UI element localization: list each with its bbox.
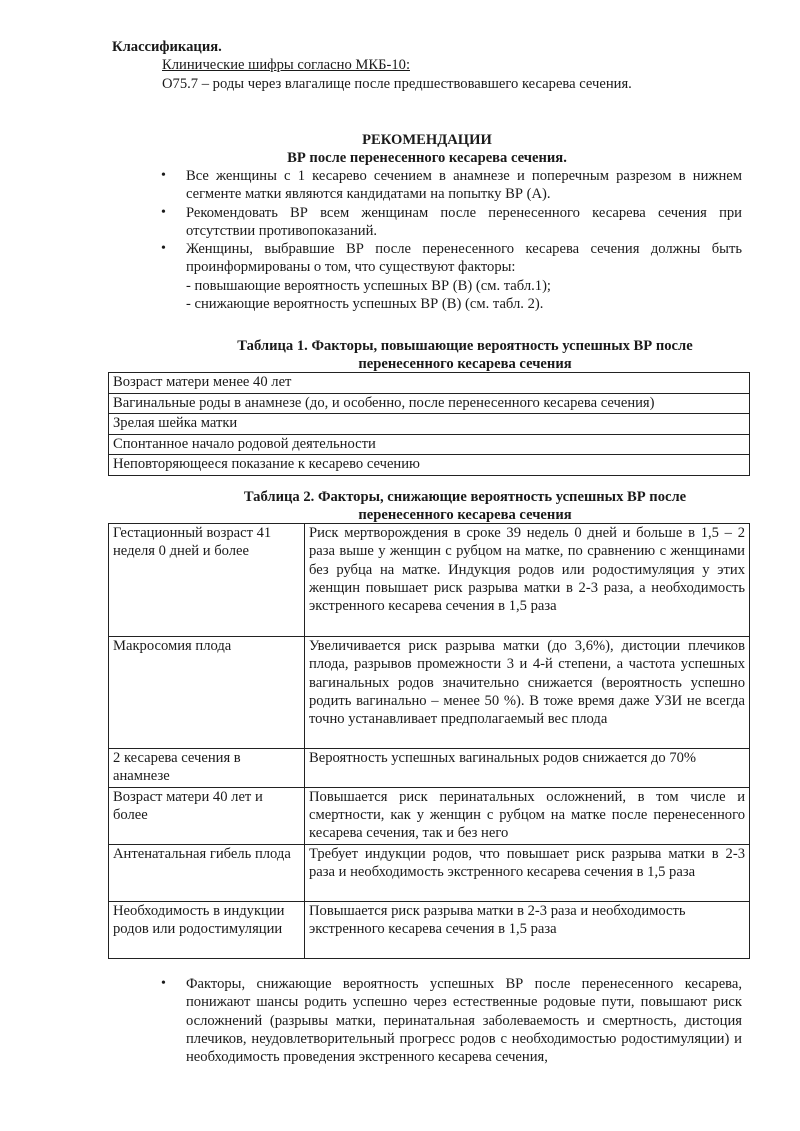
bullet-icon: •	[161, 168, 166, 183]
list-item	[161, 240, 742, 277]
factor-cell: Макросомия плода	[109, 637, 305, 749]
table2	[108, 523, 750, 959]
table-row	[109, 901, 750, 958]
recommendations-list	[161, 167, 742, 313]
effect-cell: Вероятность успешных вагинальных родов снижается до 70%	[305, 749, 750, 788]
table1-title-line2: перенесенного кесарева сечения	[358, 356, 572, 372]
list-item	[161, 204, 742, 241]
bullet-text: Факторы, снижающие вероятность успешных ВР после перенесенного кесарева, понижают шансы родить успешно через естественные родовые пути, повышают риск осложнений (разрывы матки, перинатальная заболеваемость и смертность, дистоция плечиков, неудовлетворительный прогресс родов с необходимостью родостимуляции) и необходимость проведения экстренного кесарева сечения,	[186, 976, 742, 1066]
table2-title-line1: Таблица 2. Факторы, снижающие вероятность успешных ВР после	[243, 489, 687, 505]
table-row	[109, 637, 750, 749]
table-cell: Возраст матери менее 40 лет	[109, 373, 750, 394]
table-row	[109, 393, 750, 414]
table-row	[109, 455, 750, 476]
bullet-icon: •	[161, 204, 166, 220]
factor-cell: Возраст матери 40 лет и более	[109, 787, 305, 844]
sub-item	[186, 295, 742, 313]
table1	[108, 372, 750, 476]
factor-cell: Антенатальная гибель плода	[109, 844, 305, 901]
sub-item-text: - повышающие вероятность успешных ВР (В) (см. табл.1);	[186, 277, 551, 294]
effect-cell: Повышается риск разрыва матки в 2-3 раза и необходимость экстренного кесарева сечения в 1,5 раза	[305, 901, 750, 958]
table2-title-line2: перенесенного кесарева сечения	[358, 507, 572, 523]
effect-cell: Повышается риск перинатальных осложнений, в том числе и смертности, как у женщин с рубцом на матке после перенесенного кесарева сечения, так и без него	[305, 787, 750, 844]
table-row	[109, 524, 750, 637]
bullet-icon: •	[161, 241, 166, 257]
effect-cell: Увеличивается риск разрыва матки (до 3,6%), дистоции плечиков плода, разрывов промежности 3 и 4-й степени, а частота успешных вагинальных родов значительно снижается (вероятность успешно родить вагинально – менее 50 %). В тоже время даже УЗИ не всегда точно устанавливает предполагаемый вес плода	[305, 637, 750, 749]
table-row	[109, 434, 750, 455]
table-row	[109, 414, 750, 435]
table-row	[109, 749, 750, 788]
bullet-icon: •	[161, 976, 166, 991]
sub-item-text: - снижающие вероятность успешных ВР (В) (см. табл. 2).	[186, 296, 544, 313]
icd-code-line: O75.7 – роды через влагалище после предшествовавшего кесарева сечения.	[162, 76, 632, 92]
factor-cell: Необходимость в индукции родов или родостимуляции	[109, 901, 305, 958]
bullet-text: Женщины, выбравшие ВР после перенесенного кесарева сечения должны быть проинформированы о том, что существуют факторы:	[186, 241, 742, 276]
table-cell: Спонтанное начало родовой деятельности	[109, 434, 750, 455]
table-row	[109, 844, 750, 901]
bullet-text: Все женщины с 1 кесарево сечением в анамнезе и поперечным разрезом в нижнем сегменте матки являются кандидатами на попытку ВР (А).	[186, 168, 742, 203]
effect-cell: Риск мертворождения в сроке 39 недель 0 дней и больше в 1,5 – 2 раза выше у женщин с рубцом на матке, по сравнению с женщинами без рубца на матке. Индукция родов или родостимуляция у этих женщин повышает риск разрыва матки в 2-3 раза, а необходимость экстренного кесарева сечения в 1,5 раза	[305, 524, 750, 637]
list-item	[161, 975, 742, 1066]
table-row	[109, 373, 750, 394]
table1-title-line1: Таблица 1. Факторы, повышающие вероятность успешных ВР после	[237, 338, 693, 354]
final-list	[161, 975, 742, 1066]
icd-codes-label: Клинические шифры согласно МКБ-10:	[162, 57, 410, 73]
effect-cell: Требует индукции родов, что повышает риск разрыва матки в 2-3 раза и необходимость экстренного кесарева сечения в 1,5 раза	[305, 844, 750, 901]
table-cell: Вагинальные роды в анамнезе (до, и особенно, после перенесенного кесарева сечения)	[109, 393, 750, 414]
table-cell: Неповторяющееся показание к кесарево сечению	[109, 455, 750, 476]
bullet-text: Рекомендовать ВР всем женщинам после перенесенного кесарева сечения при отсутствии противопоказаний.	[186, 204, 742, 239]
list-item	[161, 167, 742, 204]
classification-heading: Классификация.	[112, 39, 222, 55]
factor-cell: Гестационный возраст 41 неделя 0 дней и более	[109, 524, 305, 637]
table-row	[109, 787, 750, 844]
table-cell: Зрелая шейка матки	[109, 414, 750, 435]
recommendations-subtitle: ВР после перенесенного кесарева сечения.	[287, 150, 567, 166]
sub-item	[186, 277, 742, 295]
factor-cell: 2 кесарева сечения в анамнезе	[109, 749, 305, 788]
recommendations-title: РЕКОМЕНДАЦИИ	[362, 132, 492, 148]
